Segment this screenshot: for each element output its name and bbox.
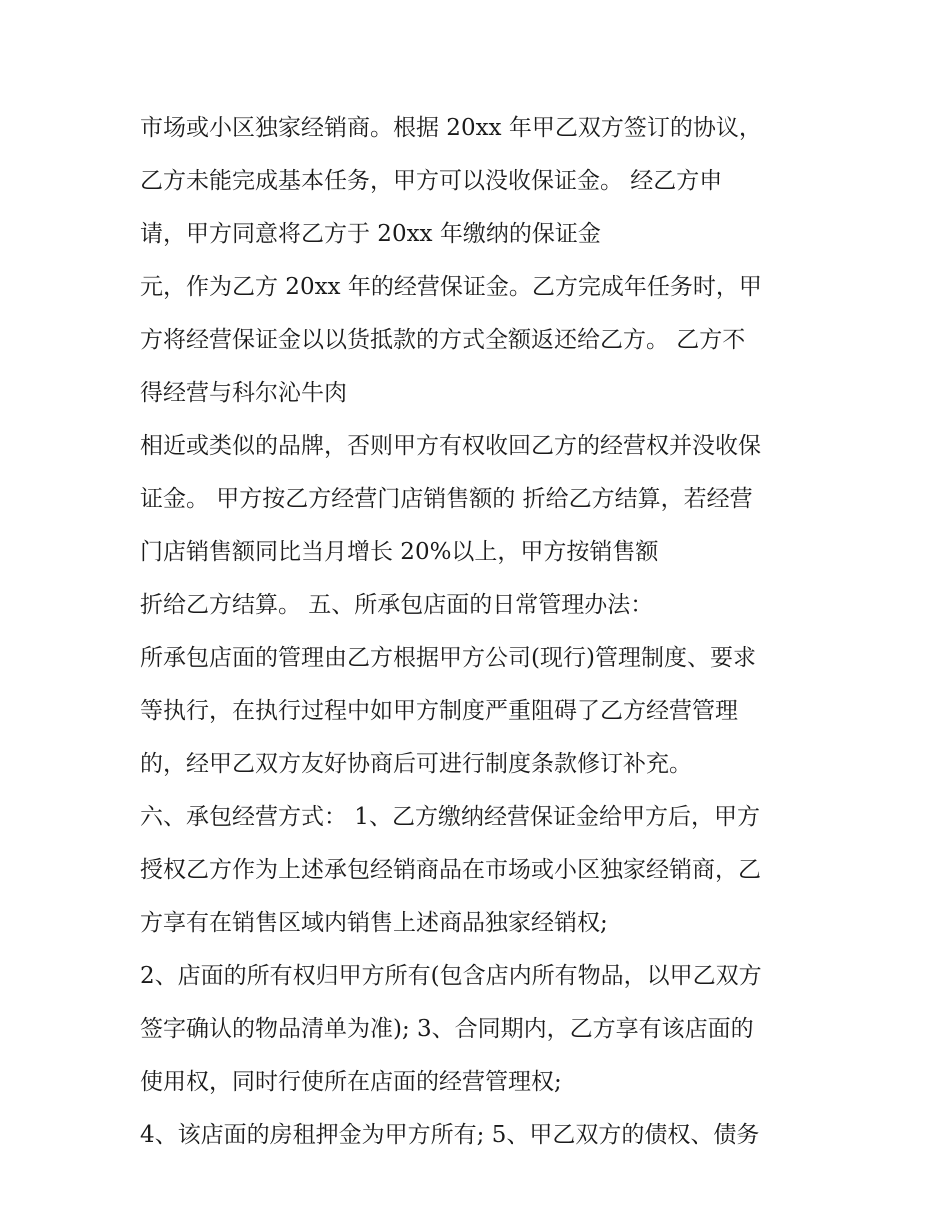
text-line: 2、店面的所有权归甲方所有(包含店内所有物品，以甲乙双方 — [140, 963, 762, 989]
text-line: 签字确认的物品清单为准); 3、合同期内，乙方享有该店面的 — [140, 1016, 754, 1042]
text-line: 方将经营保证金以以货抵款的方式全额返还给乙方。 乙方不 — [140, 327, 746, 353]
text-line: 证金。 甲方按乙方经营门店销售额的 折给乙方结算，若经营 — [140, 486, 753, 512]
document-body — [140, 102, 840, 1162]
text-line: 授权乙方作为上述承包经销商品在市场或小区独家经销商，乙 — [140, 857, 761, 883]
text-line: 方享有在销售区域内销售上述商品独家经销权; — [140, 910, 608, 936]
text-line: 得经营与科尔沁牛肉 — [140, 380, 347, 406]
text-line: 等执行，在执行过程中如甲方制度严重阻碍了乙方经营管理 — [140, 698, 738, 724]
text-line: 六、承包经营方式： 1、乙方缴纳经营保证金给甲方后，甲方 — [140, 804, 760, 830]
text-line: 乙方未能完成基本任务，甲方可以没收保证金。 经乙方申 — [140, 168, 723, 194]
text-line: 使用权，同时行使所在店面的经营管理权; — [140, 1069, 562, 1095]
text-line: 门店销售额同比当月增长 20%以上，甲方按销售额 — [140, 539, 659, 565]
text-line: 的，经甲乙双方友好协商后可进行制度条款修订补充。 — [140, 751, 692, 777]
text-line: 折给乙方结算。 五、所承包店面的日常管理办法： — [140, 592, 654, 618]
text-line: 请，甲方同意将乙方于 20xx 年缴纳的保证金 — [140, 221, 601, 247]
text-line: 相近或类似的品牌，否则甲方有权收回乙方的经营权并没收保 — [140, 433, 761, 459]
text-line: 市场或小区独家经销商。根据 20xx 年甲乙双方签订的协议， — [140, 115, 762, 141]
text-line: 元，作为乙方 20xx 年的经营保证金。乙方完成年任务时，甲 — [140, 274, 762, 300]
text-line: 所承包店面的管理由乙方根据甲方公司(现行)管理制度、要求 — [140, 645, 756, 671]
text-line: 4、该店面的房租押金为甲方所有; 5、甲乙双方的债权、债务 — [140, 1122, 760, 1148]
